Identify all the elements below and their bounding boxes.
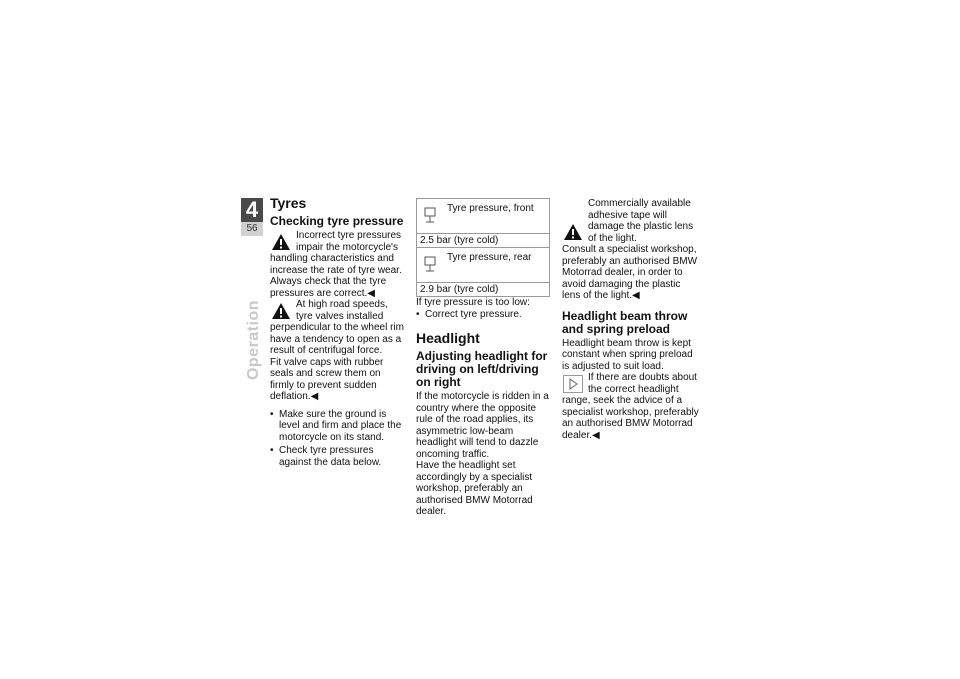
page-number: 56 [241, 222, 263, 236]
warning-text-3: Commercially available adhesive tape will damage the plastic lens of the light. [588, 198, 694, 244]
section-title-tyres: Tyres [270, 195, 307, 211]
warning-text-2: At high road speeds, tyre valves installed perpendicular to the wheel rim have a tendency to open as a result of centrifugal force. [270, 299, 404, 356]
warning-icon [562, 222, 584, 242]
warning-note-1 [270, 230, 404, 299]
spec-value: 2.9 bar (tyre cold) [417, 282, 549, 296]
warning-note-2 [270, 299, 404, 403]
note-text: If there are doubts about the correct headlight range, seek the advice of a specialist workshop, preferably an authorised BMW Motorrad dealer.◀ [562, 372, 699, 441]
list-item: • Check tyre pressures against the data below. [270, 445, 404, 468]
warning-text-3b: Consult a specialist workshop, preferably an authorised BMW Motorrad dealer, in order to avoid damaging the plastic lens of the light.◀ [562, 244, 698, 301]
too-low-steps [416, 309, 550, 321]
tyre-pressure-icon [423, 205, 437, 223]
warning-note-3 [562, 198, 700, 302]
list-item: • Make sure the ground is level and firm and place the motorcycle on its stand. [270, 409, 404, 444]
too-low-text: If tyre pressure is too low: [416, 297, 530, 308]
beam-text: Headlight beam throw is kept constant when spring preload is adjusted to suit load. [562, 337, 693, 372]
warning-icon [270, 232, 292, 252]
info-note [562, 372, 700, 441]
note-icon [562, 374, 584, 394]
warning-text-2b: Fit valve caps with rubber seals and screw them on firmly to prevent sudden deflation.◀ [270, 356, 384, 402]
chapter-label: Operation [245, 299, 262, 381]
checking-steps [270, 409, 404, 469]
warning-text-1b: Always check that the tyre pressures are correct.◀ [270, 276, 387, 299]
list-item: • Correct tyre pressure. [416, 309, 550, 321]
spec-value: 2.5 bar (tyre cold) [417, 233, 549, 247]
adjust-text-2: Have the headlight set accordingly by a specialist workshop, preferably an authorised BMW Motorrad dealer. [416, 460, 533, 517]
spec-label: Tyre pressure, rear [447, 252, 532, 263]
spec-label: Tyre pressure, front [447, 203, 534, 214]
warning-text-1: Incorrect tyre pressures impair the motorcycle's handling characteristics and increase the rate of tyre wear. [270, 230, 402, 276]
adjust-text-1: If the motorcycle is ridden in a country where the opposite rule of the road applies, its asymmetric low-beam headlight will tend to dazzle oncoming traffic. [416, 391, 549, 460]
heading-checking-tyre-pressure: Checking tyre pressure [270, 214, 404, 228]
chapter-number: 4 [241, 198, 263, 222]
column-3 [562, 198, 700, 441]
spec-tyre-pressure-rear [416, 248, 550, 297]
warning-icon [270, 301, 292, 321]
heading-beam-throw: Headlight beam throw and spring preload [562, 308, 688, 336]
tyre-pressure-icon [423, 254, 437, 272]
column-1 [270, 195, 404, 468]
heading-adjusting-headlight: Adjusting headlight for driving on left/driving on right [416, 349, 548, 389]
spec-tyre-pressure-front [416, 198, 550, 248]
column-2 [416, 198, 550, 518]
section-title-headlight: Headlight [416, 330, 480, 346]
